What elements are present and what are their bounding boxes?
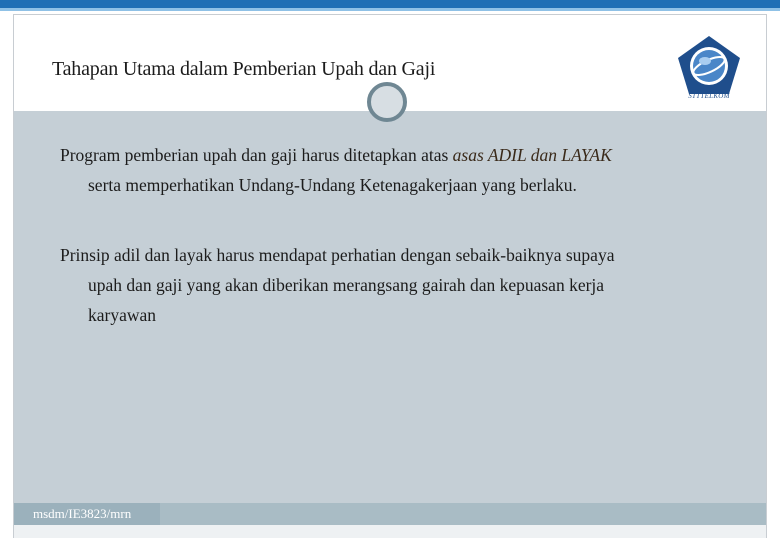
paragraph-1-continuation: serta memperhatikan Undang-Undang Ketenagakerjaan yang berlaku. [88,175,577,195]
footer-band-right [160,503,766,525]
footer-code: msdm/IE3823/mrn [33,506,132,521]
logo-caption: STTTELKOM [688,92,730,100]
paragraph-1 [60,140,720,200]
paragraph-2 [60,240,710,330]
top-accent-bar [0,0,780,8]
bottom-stripe [14,525,766,538]
paragraph-2-line-1: Prinsip adil dan layak harus mendapat perhatian dengan sebaik-baiknya supaya [60,245,615,265]
slide-title: Tahapan Utama dalam Pemberian Upah dan Gaji [52,58,436,80]
paragraph-2-line-2: upah dan gaji yang akan diberikan merangsang gairah dan kepuasan kerja [88,275,605,295]
paragraph-2-line-3: karyawan [88,305,157,325]
paragraph-1-text: Program pemberian upah dan gaji harus ditetapkan atas [60,145,453,165]
divider-circle [367,82,407,122]
paragraph-1-emphasis: asas ADIL dan LAYAK [452,145,612,165]
top-accent-bar-light [0,8,780,11]
